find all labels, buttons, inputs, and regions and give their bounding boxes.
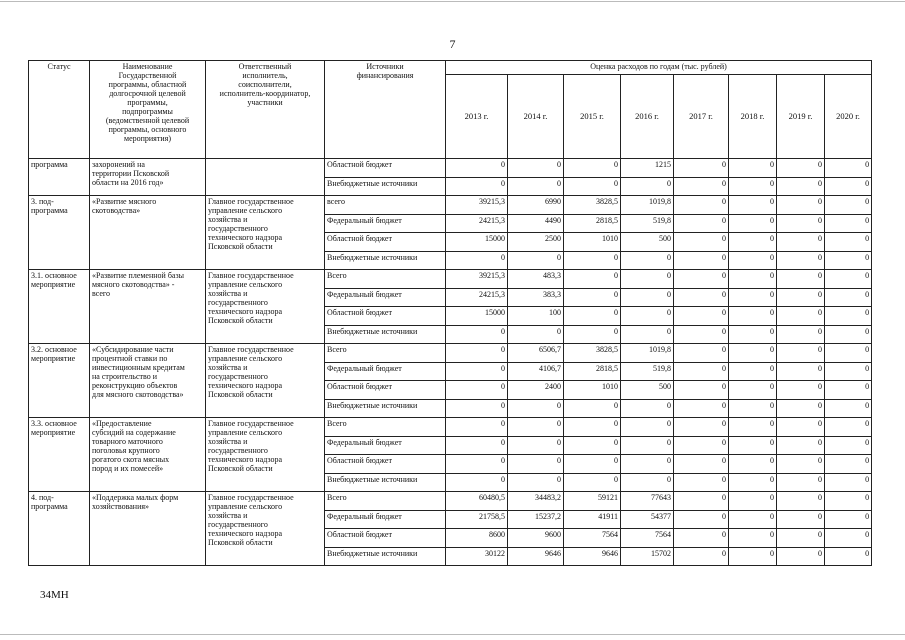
value-cell: 500 <box>621 381 674 400</box>
value-cell: 0 <box>777 529 825 548</box>
value-cell: 2818,5 <box>564 362 621 381</box>
value-cell: 15000 <box>446 307 508 326</box>
value-cell: 0 <box>674 362 729 381</box>
value-cell: 0 <box>729 214 777 233</box>
value-cell: 54377 <box>621 510 674 529</box>
value-cell: 500 <box>621 233 674 252</box>
value-cell: 519,8 <box>621 214 674 233</box>
value-cell: 0 <box>508 473 564 492</box>
value-cell: 0 <box>729 381 777 400</box>
value-cell: 0 <box>777 473 825 492</box>
value-cell: 0 <box>446 325 508 344</box>
value-cell: 0 <box>825 233 872 252</box>
value-cell: 0 <box>825 251 872 270</box>
header-year: 2013 г. <box>446 75 508 159</box>
value-cell: 0 <box>674 418 729 437</box>
value-cell: 9646 <box>508 547 564 566</box>
source-cell: всего <box>325 196 446 215</box>
source-cell: Областной бюджет <box>325 381 446 400</box>
value-cell: 0 <box>729 492 777 511</box>
value-cell: 0 <box>621 288 674 307</box>
value-cell: 0 <box>825 362 872 381</box>
value-cell: 24215,3 <box>446 288 508 307</box>
value-cell: 0 <box>674 214 729 233</box>
value-cell: 0 <box>446 159 508 178</box>
value-cell: 0 <box>446 418 508 437</box>
value-cell: 0 <box>564 288 621 307</box>
value-cell: 0 <box>777 159 825 178</box>
header-year: 2019 г. <box>777 75 825 159</box>
value-cell: 0 <box>508 418 564 437</box>
value-cell: 0 <box>777 214 825 233</box>
value-cell: 1010 <box>564 233 621 252</box>
value-cell: 0 <box>777 325 825 344</box>
value-cell: 0 <box>621 270 674 289</box>
value-cell: 0 <box>564 177 621 196</box>
value-cell: 0 <box>674 455 729 474</box>
value-cell: 0 <box>825 510 872 529</box>
value-cell: 24215,3 <box>446 214 508 233</box>
scan-edge-top <box>0 1 905 2</box>
value-cell: 9600 <box>508 529 564 548</box>
value-cell: 0 <box>674 325 729 344</box>
value-cell: 0 <box>564 270 621 289</box>
value-cell: 0 <box>825 399 872 418</box>
status-cell: программа <box>29 159 90 196</box>
header-year: 2020 г. <box>825 75 872 159</box>
value-cell: 2818,5 <box>564 214 621 233</box>
value-cell: 0 <box>621 177 674 196</box>
value-cell: 9646 <box>564 547 621 566</box>
value-cell: 15702 <box>621 547 674 566</box>
value-cell: 15237,2 <box>508 510 564 529</box>
table-row <box>29 418 872 437</box>
table-row <box>29 344 872 363</box>
value-cell: 1019,8 <box>621 196 674 215</box>
value-cell: 0 <box>621 473 674 492</box>
responsible-cell: Главное государственное управление сельского хозяйства и государственного технического надзора Псковской области <box>206 270 325 344</box>
value-cell: 0 <box>674 159 729 178</box>
value-cell: 0 <box>777 196 825 215</box>
source-cell: Федеральный бюджет <box>325 436 446 455</box>
value-cell: 0 <box>729 325 777 344</box>
source-cell: Областной бюджет <box>325 455 446 474</box>
header-sources: Источники финансирования <box>325 61 446 159</box>
value-cell: 0 <box>825 344 872 363</box>
value-cell: 1215 <box>621 159 674 178</box>
name-cell: «Предоставление субсидий на содержание товарного маточного поголовья крупного рогатого скота мясных пород и их помесей» <box>90 418 206 492</box>
status-cell: 3.2. основное мероприятие <box>29 344 90 418</box>
responsible-cell: Главное государственное управление сельского хозяйства и государственного технического надзора Псковской области <box>206 344 325 418</box>
value-cell: 0 <box>729 196 777 215</box>
footer-code: 34МН <box>40 589 69 601</box>
value-cell: 0 <box>777 547 825 566</box>
header-year: 2014 г. <box>508 75 564 159</box>
source-cell: Федеральный бюджет <box>325 362 446 381</box>
value-cell: 41911 <box>564 510 621 529</box>
value-cell: 0 <box>674 492 729 511</box>
value-cell: 0 <box>777 270 825 289</box>
value-cell: 0 <box>777 362 825 381</box>
value-cell: 0 <box>446 399 508 418</box>
source-cell: Всего <box>325 344 446 363</box>
value-cell: 0 <box>825 455 872 474</box>
value-cell: 0 <box>564 436 621 455</box>
source-cell: Всего <box>325 418 446 437</box>
value-cell: 0 <box>564 159 621 178</box>
scan-edge-bottom <box>0 634 905 635</box>
value-cell: 0 <box>446 455 508 474</box>
value-cell: 0 <box>674 307 729 326</box>
value-cell: 0 <box>674 177 729 196</box>
value-cell: 7564 <box>621 529 674 548</box>
value-cell: 0 <box>621 251 674 270</box>
value-cell: 100 <box>508 307 564 326</box>
status-cell: 3.1. основное мероприятие <box>29 270 90 344</box>
responsible-cell <box>206 159 325 196</box>
source-cell: Федеральный бюджет <box>325 214 446 233</box>
source-cell: Федеральный бюджет <box>325 510 446 529</box>
value-cell: 59121 <box>564 492 621 511</box>
source-cell: Федеральный бюджет <box>325 288 446 307</box>
source-cell: Внебюджетные источники <box>325 547 446 566</box>
responsible-cell: Главное государственное управление сельского хозяйства и государственного технического надзора Псковской области <box>206 418 325 492</box>
value-cell: 39215,3 <box>446 196 508 215</box>
value-cell: 0 <box>825 177 872 196</box>
source-cell: Областной бюджет <box>325 307 446 326</box>
value-cell: 0 <box>777 344 825 363</box>
table-row <box>29 159 872 178</box>
value-cell: 0 <box>674 288 729 307</box>
value-cell: 21758,5 <box>446 510 508 529</box>
source-cell: Внебюджетные источники <box>325 473 446 492</box>
source-cell: Областной бюджет <box>325 233 446 252</box>
value-cell: 0 <box>508 177 564 196</box>
value-cell: 0 <box>564 418 621 437</box>
value-cell: 1019,8 <box>621 344 674 363</box>
source-cell: Областной бюджет <box>325 159 446 178</box>
value-cell: 0 <box>446 177 508 196</box>
value-cell: 0 <box>674 196 729 215</box>
value-cell: 0 <box>825 381 872 400</box>
source-cell: Внебюджетные источники <box>325 251 446 270</box>
name-cell: «Субсидирование части процентной ставки по инвестиционным кредитам на строительство и реконструкцию объектов для мясного скотоводства» <box>90 344 206 418</box>
value-cell: 0 <box>674 251 729 270</box>
value-cell: 0 <box>508 251 564 270</box>
value-cell: 0 <box>674 529 729 548</box>
value-cell: 4490 <box>508 214 564 233</box>
value-cell: 0 <box>564 325 621 344</box>
source-cell: Областной бюджет <box>325 529 446 548</box>
value-cell: 0 <box>825 196 872 215</box>
value-cell: 0 <box>825 270 872 289</box>
value-cell: 0 <box>729 455 777 474</box>
value-cell: 0 <box>674 399 729 418</box>
value-cell: 0 <box>564 251 621 270</box>
value-cell: 0 <box>674 381 729 400</box>
table-body <box>29 159 872 566</box>
source-cell: Всего <box>325 492 446 511</box>
value-cell: 0 <box>674 270 729 289</box>
value-cell: 0 <box>825 492 872 511</box>
value-cell: 3828,5 <box>564 196 621 215</box>
value-cell: 0 <box>825 307 872 326</box>
value-cell: 0 <box>777 251 825 270</box>
value-cell: 0 <box>777 436 825 455</box>
value-cell: 0 <box>621 399 674 418</box>
value-cell: 0 <box>777 492 825 511</box>
value-cell: 0 <box>777 455 825 474</box>
value-cell: 6506,7 <box>508 344 564 363</box>
value-cell: 0 <box>825 325 872 344</box>
value-cell: 7564 <box>564 529 621 548</box>
value-cell: 0 <box>674 473 729 492</box>
value-cell: 0 <box>674 510 729 529</box>
page-number: 7 <box>449 37 456 51</box>
table-row <box>29 270 872 289</box>
value-cell: 0 <box>564 399 621 418</box>
value-cell: 0 <box>564 455 621 474</box>
value-cell: 0 <box>825 159 872 178</box>
value-cell: 0 <box>508 399 564 418</box>
header-year: 2017 г. <box>674 75 729 159</box>
status-cell: 3.3. основное мероприятие <box>29 418 90 492</box>
value-cell: 0 <box>777 177 825 196</box>
value-cell: 0 <box>621 325 674 344</box>
source-cell: Внебюджетные источники <box>325 177 446 196</box>
value-cell: 0 <box>777 381 825 400</box>
table-row <box>29 196 872 215</box>
value-cell: 0 <box>729 233 777 252</box>
value-cell: 0 <box>729 251 777 270</box>
value-cell: 0 <box>674 436 729 455</box>
value-cell: 0 <box>729 288 777 307</box>
value-cell: 0 <box>621 307 674 326</box>
value-cell: 2400 <box>508 381 564 400</box>
value-cell: 0 <box>729 399 777 418</box>
value-cell: 0 <box>729 436 777 455</box>
header-expenses: Оценка расходов по годам (тыс. рублей) <box>446 61 872 75</box>
value-cell: 0 <box>825 436 872 455</box>
header-year: 2018 г. <box>729 75 777 159</box>
value-cell: 0 <box>825 214 872 233</box>
value-cell: 1010 <box>564 381 621 400</box>
value-cell: 34483,2 <box>508 492 564 511</box>
value-cell: 15000 <box>446 233 508 252</box>
value-cell: 0 <box>777 307 825 326</box>
value-cell: 30122 <box>446 547 508 566</box>
status-cell: 3. под- программа <box>29 196 90 270</box>
value-cell: 0 <box>729 473 777 492</box>
value-cell: 0 <box>508 436 564 455</box>
name-cell: захоронений на территории Псковской области на 2016 год» <box>90 159 206 196</box>
value-cell: 8600 <box>446 529 508 548</box>
header-responsible: Ответственный исполнитель, соисполнители, исполнитель-координатор, участники <box>206 61 325 159</box>
value-cell: 519,8 <box>621 362 674 381</box>
value-cell: 0 <box>729 362 777 381</box>
value-cell: 0 <box>446 436 508 455</box>
value-cell: 0 <box>564 473 621 492</box>
value-cell: 0 <box>564 307 621 326</box>
value-cell: 0 <box>674 344 729 363</box>
value-cell: 0 <box>825 547 872 566</box>
header-status: Статус <box>29 61 90 159</box>
value-cell: 60480,5 <box>446 492 508 511</box>
value-cell: 0 <box>825 418 872 437</box>
value-cell: 0 <box>777 510 825 529</box>
value-cell: 0 <box>446 251 508 270</box>
header-year: 2016 г. <box>621 75 674 159</box>
header-year: 2015 г. <box>564 75 621 159</box>
value-cell: 0 <box>446 381 508 400</box>
responsible-cell: Главное государственное управление сельского хозяйства и государственного технического надзора Псковской области <box>206 492 325 566</box>
value-cell: 0 <box>777 233 825 252</box>
source-cell: Внебюджетные источники <box>325 399 446 418</box>
value-cell: 0 <box>777 288 825 307</box>
value-cell: 0 <box>621 418 674 437</box>
responsible-cell: Главное государственное управление сельского хозяйства и государственного технического надзора Псковской области <box>206 196 325 270</box>
value-cell: 0 <box>621 436 674 455</box>
name-cell: «Поддержка малых форм хозяйствования» <box>90 492 206 566</box>
value-cell: 0 <box>729 529 777 548</box>
value-cell: 3828,5 <box>564 344 621 363</box>
source-cell: Всего <box>325 270 446 289</box>
status-cell: 4. под- программа <box>29 492 90 566</box>
value-cell: 0 <box>674 547 729 566</box>
value-cell: 0 <box>825 288 872 307</box>
table-row <box>29 492 872 511</box>
value-cell: 0 <box>729 547 777 566</box>
value-cell: 0 <box>508 159 564 178</box>
value-cell: 0 <box>825 529 872 548</box>
value-cell: 0 <box>621 455 674 474</box>
value-cell: 0 <box>777 418 825 437</box>
value-cell: 0 <box>729 418 777 437</box>
value-cell: 6990 <box>508 196 564 215</box>
value-cell: 0 <box>729 510 777 529</box>
value-cell: 2500 <box>508 233 564 252</box>
value-cell: 0 <box>825 473 872 492</box>
name-cell: «Развитие племенной базы мясного скотоводства» - всего <box>90 270 206 344</box>
value-cell: 0 <box>729 344 777 363</box>
value-cell: 0 <box>446 362 508 381</box>
value-cell: 0 <box>446 473 508 492</box>
source-cell: Внебюджетные источники <box>325 325 446 344</box>
value-cell: 39215,3 <box>446 270 508 289</box>
value-cell: 0 <box>777 399 825 418</box>
expenses-table <box>28 60 872 566</box>
value-cell: 0 <box>508 325 564 344</box>
value-cell: 0 <box>729 270 777 289</box>
value-cell: 0 <box>729 177 777 196</box>
header-row <box>29 61 872 75</box>
value-cell: 483,3 <box>508 270 564 289</box>
name-cell: «Развитие мясного скотоводства» <box>90 196 206 270</box>
value-cell: 0 <box>508 455 564 474</box>
value-cell: 77643 <box>621 492 674 511</box>
value-cell: 4106,7 <box>508 362 564 381</box>
value-cell: 0 <box>729 307 777 326</box>
header-name: Наименование Государственной программы, областной долгосрочной целевой программы, подпрограммы (ведомственной целевой программы, основного мероприятия) <box>90 61 206 159</box>
value-cell: 0 <box>446 344 508 363</box>
value-cell: 0 <box>729 159 777 178</box>
value-cell: 383,3 <box>508 288 564 307</box>
value-cell: 0 <box>674 233 729 252</box>
